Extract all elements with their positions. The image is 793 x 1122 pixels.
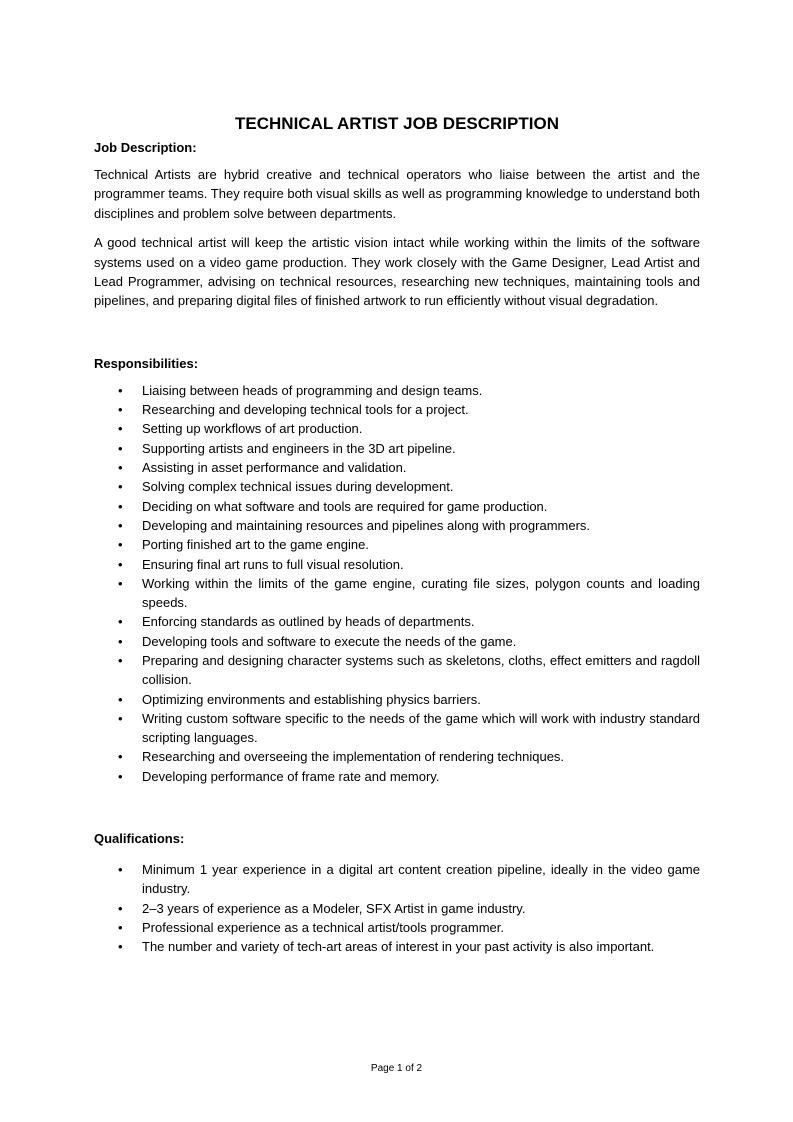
- bullet-icon: •: [118, 768, 123, 784]
- list-item: [94, 555, 700, 574]
- bullet-icon: •: [118, 556, 123, 572]
- list-item: [94, 419, 700, 438]
- list-item-text: Liaising between heads of programming and design teams.: [142, 382, 483, 398]
- list-item-text: Researching and overseeing the implementation of rendering techniques.: [142, 749, 565, 765]
- bullet-icon: •: [118, 382, 123, 398]
- list-item-text: 2–3 years of experience as a Modeler, SFX Artist in game industry.: [142, 900, 526, 916]
- bullet-icon: •: [118, 537, 123, 553]
- responsibilities-heading: Responsibilities:: [94, 355, 199, 371]
- list-item-text: Ensuring final art runs to full visual resolution.: [142, 556, 404, 572]
- list-item: [94, 899, 700, 918]
- bullet-icon: •: [118, 653, 123, 668]
- list-item-text: Professional experience as a technical artist/tools programmer.: [142, 919, 505, 935]
- list-item: [94, 860, 700, 899]
- bullet-icon: •: [118, 575, 123, 591]
- list-item-text: Preparing and designing character systems such as skeletons, cloths, effect emitters and ragdoll collision.: [142, 653, 700, 688]
- list-item: [94, 632, 700, 651]
- qualifications-heading: Qualifications:: [94, 831, 185, 847]
- list-item-text: Developing performance of frame rate and memory.: [142, 768, 440, 784]
- list-item-text: Writing custom software specific to the needs of the game which will work with industry standard scripting languages.: [142, 710, 700, 746]
- list-item: [94, 497, 700, 516]
- list-item: [94, 458, 700, 477]
- bullet-icon: •: [118, 691, 123, 707]
- list-item-text: Developing and maintaining resources and pipelines along with programmers.: [142, 517, 591, 533]
- bullet-icon: •: [118, 440, 123, 456]
- list-item-text: Working within the limits of the game engine, curating file sizes, polygon counts and loading speeds.: [142, 575, 700, 611]
- qualifications-list: [94, 860, 700, 956]
- list-item: [94, 612, 700, 631]
- page-number-footer: Page 1 of 2: [370, 1063, 423, 1074]
- list-item: [94, 477, 700, 496]
- bullet-icon: •: [118, 939, 123, 955]
- responsibilities-list: [94, 381, 700, 786]
- document-title: TECHNICAL ARTIST JOB DESCRIPTION: [235, 114, 559, 133]
- job-description-paragraph: Technical Artists are hybrid creative and technical operators who liaise between the artist and the programmer teams. They require both visual skills as well as programming knowledge to understand both disciplines and problem solve between departments.: [94, 167, 700, 221]
- list-item-text: Minimum 1 year experience in a digital art content creation pipeline, ideally in the video game industry.: [142, 862, 700, 897]
- bullet-icon: •: [118, 479, 123, 495]
- list-item: [94, 381, 700, 400]
- bullet-icon: •: [118, 460, 123, 476]
- list-item: [94, 651, 700, 690]
- job-description-heading: Job Description:: [94, 140, 197, 155]
- bullet-icon: •: [118, 633, 123, 649]
- list-item-text: Deciding on what software and tools are required for game production.: [142, 498, 548, 514]
- bullet-icon: •: [118, 900, 123, 916]
- list-item-text: Developing tools and software to execute the needs of the game.: [142, 633, 517, 649]
- bullet-icon: •: [118, 862, 123, 878]
- bullet-icon: •: [118, 402, 123, 418]
- list-item: [94, 918, 700, 937]
- list-item: [94, 747, 700, 766]
- job-description-paragraph: A good technical artist will keep the artistic vision intact while working within the limits of the software systems used on a video game production. They work closely with the Game Designer, Lead Artist and Lead Programmer, advising on technical resources, researching new techniques, maintaining tools and pipelines, and preparing digital files of finished artwork to run efficiently without visual degradation.: [94, 235, 700, 309]
- list-item: [94, 937, 700, 956]
- list-item-text: Setting up workflows of art production.: [142, 421, 363, 437]
- list-item: [94, 690, 700, 709]
- list-item-text: Assisting in asset performance and validation.: [142, 460, 407, 476]
- list-item-text: Solving complex technical issues during development.: [142, 479, 454, 495]
- list-item-text: Optimizing environments and establishing physics barriers.: [142, 691, 481, 707]
- list-item: [94, 439, 700, 458]
- bullet-icon: •: [118, 498, 123, 514]
- list-item: [94, 574, 700, 613]
- bullet-icon: •: [118, 517, 123, 533]
- bullet-icon: •: [118, 749, 123, 765]
- list-item-text: Enforcing standards as outlined by heads of departments.: [142, 614, 475, 630]
- bullet-icon: •: [118, 710, 123, 726]
- list-item: [94, 535, 700, 554]
- list-item-text: Porting finished art to the game engine.: [142, 537, 369, 553]
- list-item: [94, 709, 700, 748]
- bullet-icon: •: [118, 614, 123, 630]
- list-item: [94, 516, 700, 535]
- list-item-text: The number and variety of tech-art areas of interest in your past activity is also important.: [142, 939, 655, 955]
- bullet-icon: •: [118, 919, 123, 935]
- list-item: [94, 400, 700, 419]
- document-page: [94, 113, 700, 957]
- list-item: [94, 767, 700, 786]
- list-item-text: Researching and developing technical tools for a project.: [142, 402, 469, 418]
- bullet-icon: •: [118, 421, 123, 437]
- list-item-text: Supporting artists and engineers in the 3D art pipeline.: [142, 440, 456, 456]
